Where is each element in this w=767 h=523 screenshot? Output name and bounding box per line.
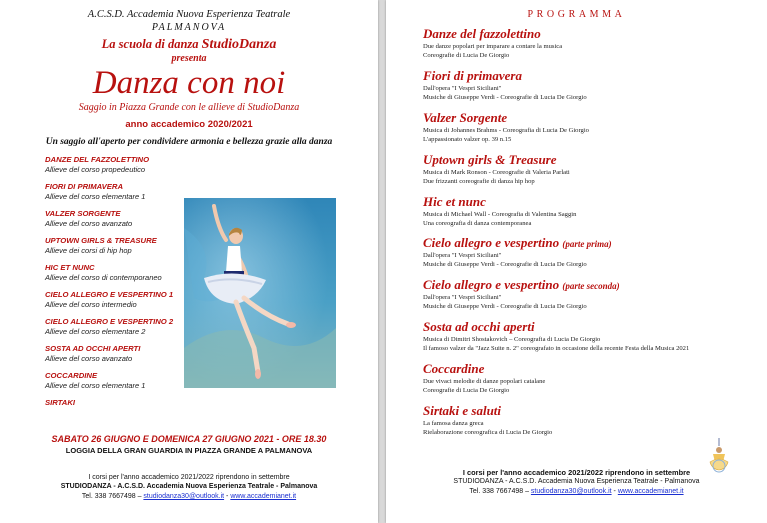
school-prefix: La scuola di danza <box>101 37 202 51</box>
program-entry-name: Uptown girls & Treasure <box>423 152 557 167</box>
program-item-title: SOSTA AD OCCHI APERTI <box>45 344 141 353</box>
program-entry-name: Danze del fazzolettino <box>423 26 541 41</box>
program-item-desc: Allieve del corso elementare 2 <box>45 327 146 336</box>
program-entry-line: Dall'opera "I Vespri Siciliani" <box>423 85 502 92</box>
page-left <box>0 0 378 523</box>
program-item-title: HIC ET NUNC <box>45 263 95 272</box>
footer-contacts <box>386 488 767 495</box>
footer-web-link[interactable]: www.accademianet.it <box>230 493 297 500</box>
presenta-label: presenta <box>171 53 207 64</box>
program-entry-name: Hic et nunc <box>423 194 486 209</box>
program-item-desc: Allieve del corso avanzato <box>45 219 133 228</box>
program-item <box>45 155 195 174</box>
program-item-desc: Allieve del corso elementare 1 <box>45 192 146 201</box>
program-entry-line: Due danze popolari per imparare a contare la musica <box>423 43 563 50</box>
main-title: Danza con noi <box>92 65 286 101</box>
ballerina-photo <box>184 198 336 388</box>
event-date: SABATO 26 GIUGNO E DOMENICA 27 GIUGNO 2021 - ORE 18.30 <box>51 434 327 444</box>
program-item <box>45 236 195 255</box>
program-item-desc: Allieve dei corsi di hip hop <box>45 246 132 255</box>
program-entry-name: Sosta ad occhi aperti <box>423 319 535 334</box>
footer-phone: Tel. 338 7667498 – <box>469 488 531 495</box>
header-city: PALMANOVA <box>151 22 227 33</box>
program-entry-line: Musiche di Giuseppe Verdi - Coreografie di Lucia De Giorgio <box>423 303 587 310</box>
program-item-title: DANZE DEL FAZZOLETTINO <box>45 155 150 164</box>
academic-year: anno accademico 2020/2021 <box>125 119 253 130</box>
program-entry-name: Cielo allegro e vespertino <box>423 235 560 250</box>
program-item-title: VALZER SORGENTE <box>45 209 121 218</box>
tagline: Un saggio all'aperto per condividere armonia e bellezza grazie alla danza <box>45 137 333 147</box>
program-entry-note: (parte prima) <box>562 239 612 249</box>
footer-separator: - <box>611 488 618 495</box>
program-entry <box>423 277 758 311</box>
program-item-title: CIELO ALLEGRO E VESPERTINO 2 <box>45 317 174 326</box>
program-entry-line: Musica di Michael Wall - Coreografia di Valentina Saggin <box>423 211 577 218</box>
program-entry-title <box>423 361 758 377</box>
program-entry <box>423 319 758 353</box>
program-entry-line: Due frizzanti coreografie di danza hip hop <box>423 178 535 185</box>
program-entry-title <box>423 194 758 210</box>
program-entry-title <box>423 277 758 293</box>
program-entry-line: La famosa danza greca <box>423 420 484 427</box>
school-line <box>0 37 378 53</box>
program-entry-title <box>423 403 758 419</box>
footer-email-link[interactable]: studiodanza30@outlook.it <box>143 493 225 500</box>
footer-courses: I corsi per l'anno accademico 2021/2022 riprendono in settembre <box>462 468 691 477</box>
program-entry-line: L'appassionato valzer op. 39 n.15 <box>423 136 512 143</box>
program-entry-title <box>423 235 758 251</box>
program-entry <box>423 26 758 60</box>
header-organization: A.C.S.D. Accademia Nuova Esperienza Teatrale <box>87 9 291 20</box>
program-item <box>45 317 195 336</box>
program-entry-name: Fiori di primavera <box>423 68 522 83</box>
program-entry-line: Musica di Dimitri Shostakovich – Coreografia di Lucia De Giorgio <box>423 336 601 343</box>
program-entry-title <box>423 319 758 335</box>
program-item-title: UPTOWN GIRLS & TREASURE <box>45 236 157 245</box>
program-entry <box>423 235 758 269</box>
program-item <box>45 182 195 201</box>
program-item <box>45 290 195 309</box>
program-item-title: SIRTAKI <box>45 398 76 407</box>
program-item-desc: Allieve del corso elementare 1 <box>45 381 146 390</box>
program-item-desc: Allieve del corso avanzato <box>45 354 133 363</box>
footer-contacts <box>0 493 378 500</box>
program-entry <box>423 68 758 102</box>
program-item-title: FIORI DI PRIMAVERA <box>45 182 124 191</box>
program-item <box>45 371 195 390</box>
program-entry-name: Coccardine <box>423 361 485 376</box>
program-item-desc: Allieve del corso propedeutico <box>45 165 146 174</box>
program-entry <box>423 152 758 186</box>
program-item <box>45 263 195 282</box>
program-entry-name: Cielo allegro e vespertino <box>423 277 560 292</box>
program-entry-line: Il famoso valzer da "Jazz Suite n. 2" coreografato in occasione della recente Festa della Musica 2021 <box>423 345 690 352</box>
program-entry-name: Sirtaki e saluti <box>423 403 502 418</box>
subtitle: Saggio in Piazza Grande con le allieve di StudioDanza <box>78 102 300 113</box>
program-entry-line: Coreografie di Lucia De Giorgio <box>423 52 510 59</box>
program-item-desc: Allieve del corso di contemporaneo <box>45 273 162 282</box>
program-entry-line: Dall'opera "I Vespri Siciliani" <box>423 294 502 301</box>
footer-courses: I corsi per l'anno accademico 2021/2022 riprendono in settembre <box>88 474 290 481</box>
program-item <box>45 344 195 363</box>
program-entry-line: Musica di Mark Ronson - Coreografie di Valeria Parlati <box>423 169 570 176</box>
program-item <box>45 209 195 228</box>
program-entry <box>423 361 758 395</box>
program-entry-title <box>423 68 758 84</box>
program-item <box>45 398 195 407</box>
program-entry <box>423 403 758 437</box>
program-entry-name: Valzer Sorgente <box>423 110 508 125</box>
footer-web-link[interactable]: www.accademianet.it <box>617 488 684 495</box>
program-entry-line: Rielaborazione coreografica di Lucia De Giorgio <box>423 429 553 436</box>
program-entry <box>423 194 758 228</box>
footer-organization: STUDIODANZA - A.C.S.D. Accademia Nuova Esperienza Teatrale - Palmanova <box>60 483 318 490</box>
program-entry-line: Musica di Johannes Brahms - Coreografia di Lucia De Giorgio <box>423 127 589 134</box>
school-brand: StudioDanza <box>201 37 277 52</box>
program-entry-line: Una coreografia di danza contemporanea <box>423 220 532 227</box>
footer-email-link[interactable]: studiodanza30@outlook.it <box>530 488 612 495</box>
footer-organization: STUDIODANZA - A.C.S.D. Accademia Nuova Esperienza Teatrale - Palmanova <box>453 478 700 485</box>
program-entry-title <box>423 152 758 168</box>
program-entry-title <box>423 26 758 42</box>
program-entry-line: Musiche di Giuseppe Verdi - Coreografie di Lucia De Giorgio <box>423 261 587 268</box>
program-item-title: COCCARDINE <box>45 371 98 380</box>
program-entry-note: (parte seconda) <box>562 281 620 291</box>
program-entry <box>423 110 758 144</box>
program-item-desc: Allieve del corso intermedio <box>45 300 137 309</box>
footer-separator: - <box>224 493 231 500</box>
event-venue: LOGGIA DELLA GRAN GUARDIA IN PIAZZA GRANDE A PALMANOVA <box>65 446 313 455</box>
page-right <box>386 0 767 523</box>
footer-phone: Tel. 338 7667498 – <box>81 493 144 500</box>
program-heading: PROGRAMMA <box>527 9 626 20</box>
program-entry-line: Due vivaci melodie di danze popolari catalane <box>423 378 546 385</box>
program-item-title: CIELO ALLEGRO E VESPERTINO 1 <box>45 290 174 299</box>
program-entry-line: Musiche di Giuseppe Verdi - Coreografie di Lucia De Giorgio <box>423 94 587 101</box>
program-entry-line: Dall'opera "I Vespri Siciliani" <box>423 252 502 259</box>
program-entry-title <box>423 110 758 126</box>
program-entry-line: Coreografie di Lucia De Giorgio <box>423 387 510 394</box>
